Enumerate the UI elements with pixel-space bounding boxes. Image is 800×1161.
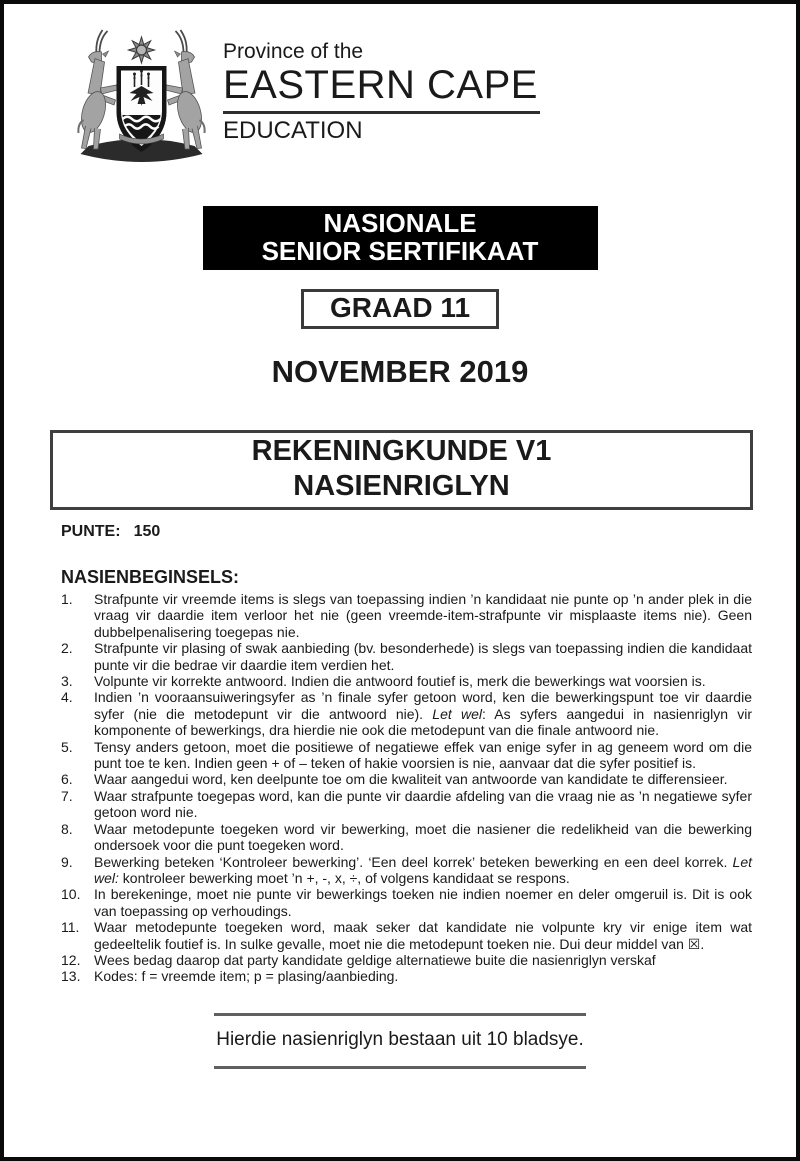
grade-box: GRAAD 11 bbox=[301, 289, 499, 329]
antelope-left-icon bbox=[77, 30, 117, 149]
banner-line-1: NASIONALE bbox=[323, 208, 477, 238]
exam-date: NOVEMBER 2019 bbox=[271, 354, 529, 389]
eastern-cape-coat-of-arms bbox=[64, 28, 219, 170]
principle-number: 8. bbox=[61, 820, 73, 837]
principle-text: Wees bedag daarop dat party kandidate geldige alternatiewe buite die nasienriglyn verskaf bbox=[94, 951, 656, 968]
principle-number: 1. bbox=[61, 591, 73, 607]
principle-item bbox=[61, 591, 752, 640]
principle-item bbox=[61, 821, 752, 854]
principle-text: In berekeninge, moet nie punte vir bewerkings toeken nie indien noemer en deler omgeruil is. Dit is ook van toepassing op verhoudings. bbox=[94, 886, 752, 919]
logo-province-line: Province of the bbox=[223, 40, 364, 63]
department-logo bbox=[64, 28, 796, 170]
principle-number: 5. bbox=[61, 738, 73, 755]
principle-number: 9. bbox=[61, 853, 73, 870]
principle-text: Bewerking beteken ‘Kontroleer bewerking’. ‘Een deel korrek’ beteken bewerking en een deel korrek. Let wel: kontroleer bewerking moet ’n +, -, x, ÷, of volgens kandidaat se respons. bbox=[94, 853, 752, 886]
principle-item bbox=[61, 673, 752, 689]
principle-item bbox=[61, 919, 752, 952]
subject-line-1: REKENINGKUNDE V1 bbox=[251, 435, 552, 467]
principle-text: Kodes: f = vreemde item; p = plasing/aanbieding. bbox=[94, 968, 399, 985]
principle-item bbox=[61, 854, 752, 887]
principle-text: Tensy anders getoon, moet die positiewe of negatiewe effek van enige syfer in ag geneem word om die punt toe te ken. Indien geen + of – teken of hakie voorsien is nie, aanvaar dat die syfer positief is. bbox=[94, 738, 752, 772]
sun-icon bbox=[129, 37, 155, 63]
principle-number: 2. bbox=[61, 640, 73, 657]
nsc-banner bbox=[203, 206, 598, 270]
principle-text: Indien ’n vooraansuiweringsyfer as ’n finale syfer getoon word, ken die bewerkingspunt toe vir daardie syfer (nie die metodepunt vir die antwoord nie). Let wel: As syfers aangedui in nasienriglyn vir komponente of bewerkings, dra hierdie nie ook die metodepunt van die finale antwoord nie. bbox=[94, 689, 753, 739]
logo-division-line: EDUCATION bbox=[223, 117, 363, 144]
subject-line-2: NASIENRIGLYN bbox=[293, 470, 510, 502]
principle-number: 13. bbox=[61, 968, 81, 985]
principle-text: Strafpunte vir plasing of swak aanbieding (bv. besonderhede) is slegs van toepassing indien die kandidaat punte vir die bedrae vir daardie item verdien het. bbox=[94, 640, 752, 673]
principle-number: 7. bbox=[61, 787, 73, 804]
principle-text: Strafpunte vir vreemde items is slegs van toepassing indien ’n kandidaat nie punte op ’n ander plek in die vraag vir daardie item verloor het nie (geen vreemde-item-strafpunte vir misplaaste items nie). Geen dubbelpenalisering toegepas nie. bbox=[94, 591, 752, 640]
principle-text: Waar strafpunte toegepas word, kan die punte vir daardie afdeling van die vraag nie as ’n negatiewe syfer getoon word nie. bbox=[94, 787, 752, 821]
grade-box-wrap bbox=[4, 289, 796, 329]
principle-item bbox=[61, 689, 752, 738]
principle-text: Waar metodepunte toegeken word, maak seker dat kandidate nie volpunte kry vir enige item wat gedeeltelik foutief is. In sulke gevalle, moet nie die metodepunt toeken nie. Dui deur middel van ☒. bbox=[94, 919, 752, 952]
subject-box bbox=[50, 430, 753, 510]
marks-value: 150 bbox=[133, 523, 161, 540]
antelope-right-icon bbox=[166, 30, 206, 149]
principle-number: 12. bbox=[61, 951, 81, 968]
logo-text-block bbox=[223, 28, 540, 144]
principle-item bbox=[61, 952, 752, 968]
footer-note-text: Hierdie nasienriglyn bestaan uit 10 bladsye. bbox=[216, 1028, 584, 1050]
principles-list bbox=[61, 591, 752, 985]
principle-number: 10. bbox=[61, 886, 81, 903]
principle-item bbox=[61, 788, 752, 821]
principle-item bbox=[61, 739, 752, 772]
principle-number: 4. bbox=[61, 689, 73, 706]
principles-heading: NASIENBEGINSELS: bbox=[61, 567, 240, 587]
principle-number: 3. bbox=[61, 673, 73, 690]
principle-number: 11. bbox=[61, 919, 80, 936]
marks-row bbox=[61, 523, 796, 541]
principle-item bbox=[61, 771, 752, 787]
principle-text: Waar aangedui word, ken deelpunte toe om die kwaliteit van antwoorde van kandidate te differensieer. bbox=[94, 771, 728, 788]
banner-line-2: SENIOR SERTIFIKAAT bbox=[261, 236, 539, 266]
footer-note bbox=[214, 1013, 586, 1069]
principle-text: Volpunte vir korrekte antwoord. Indien die antwoord foutief is, merk die bewerkings wat voorsien is. bbox=[94, 673, 706, 690]
principle-item bbox=[61, 968, 752, 984]
principle-number: 6. bbox=[61, 771, 73, 788]
principle-item bbox=[61, 640, 752, 673]
shield-icon bbox=[117, 66, 167, 152]
principle-item bbox=[61, 886, 752, 919]
marks-label: PUNTE: bbox=[61, 523, 121, 540]
logo-region-line: EASTERN CAPE bbox=[223, 64, 540, 114]
principle-text: Waar metodepunte toegeken word vir bewerking, moet die nasiener die redelikheid van die bewerking ondersoek voor die punt toegeken word. bbox=[94, 820, 752, 854]
